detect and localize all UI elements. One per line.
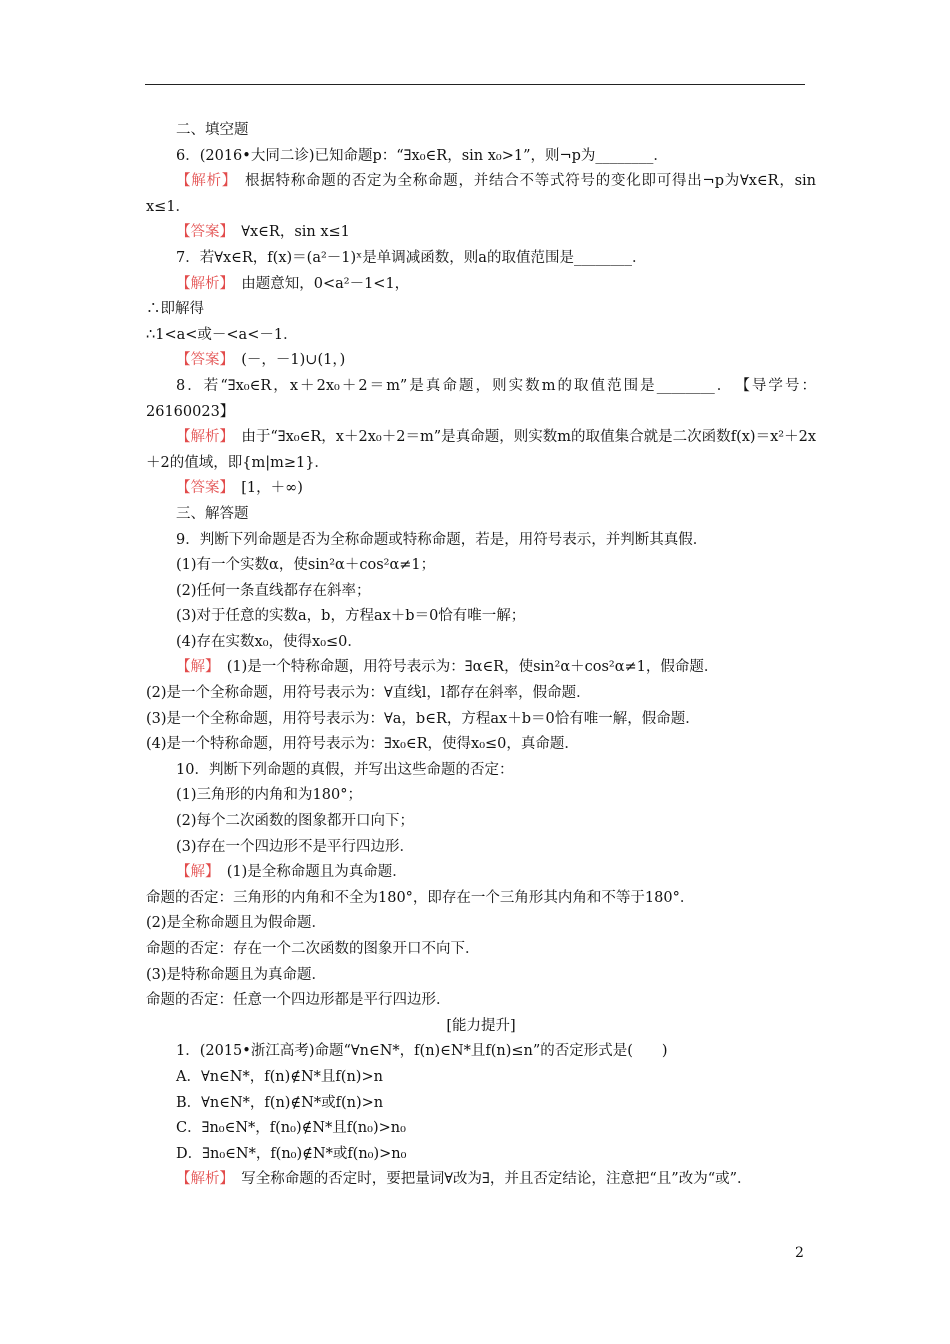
text-line — [146, 835, 816, 861]
text-line — [146, 1014, 816, 1040]
answer-tag: 【解析】 — [176, 429, 227, 446]
line-text: (2)任何一条直线都存在斜率； — [176, 582, 371, 599]
answer-line — [146, 348, 816, 374]
text-line — [146, 937, 816, 963]
answer-tag: 【解析】 — [176, 173, 230, 190]
answer-tag: 【答案】 — [176, 224, 227, 241]
answer-line — [146, 655, 816, 681]
text-line — [146, 297, 816, 323]
line-text: [能力提升] — [446, 1017, 516, 1034]
answer-tag: 【答案】 — [176, 480, 227, 497]
line-text: (2)每个二次函数的图象都开口向下； — [176, 813, 415, 830]
line-text: (2)是一个全称命题，用符号表示为：∀直线l，l都存在斜率，假命题． — [146, 685, 591, 702]
text-line — [146, 1116, 816, 1142]
line-text: C．∃n₀∈N*，f(n₀)∉N*且f(n₀)>n₀ — [176, 1120, 406, 1137]
line-text: (3)是一个全称命题，用符号表示为：∀a，b∈R，方程ax＋b＝0恰有唯一解，假命题． — [146, 710, 700, 727]
line-text: (4)是一个特称命题，用符号表示为：∃x₀∈R，使得x₀≤0，真命题． — [146, 736, 579, 753]
line-text: (3)是特称命题且为真命题． — [146, 966, 327, 983]
answer-tag: 【解析】 — [176, 275, 227, 292]
line-text: (1)三角形的内角和为180°； — [176, 787, 362, 804]
answer-tag: 【答案】 — [176, 352, 227, 369]
line-text: 三、解答题 — [176, 505, 249, 522]
line-text: (4)存在实数x₀，使得x₀≤0． — [176, 633, 362, 650]
text-line — [146, 783, 816, 809]
text-line — [146, 1039, 816, 1065]
line-text: (1)是一个特称命题，用符号表示为：∃α∈R，使sin²α＋cos²α≠1，假命题． — [212, 659, 719, 676]
line-text: 6．(2016•大同二诊)已知命题p：“∃x₀∈R，sin x₀>1”，则¬p为________． — [176, 147, 668, 164]
line-text: D．∃n₀∈N*，f(n₀)∉N*或f(n₀)>n₀ — [176, 1145, 407, 1162]
text-line — [146, 579, 816, 605]
page-number: 2 — [795, 1245, 804, 1261]
text-line — [146, 246, 816, 272]
line-text: (3)对于任意的实数a，b，方程ax＋b＝0恰有唯一解； — [176, 608, 526, 625]
answer-line — [146, 1167, 816, 1193]
line-text: 根据特称命题的否定为全称命题，并结合不等式符号的变化即可得出¬p为∀x∈R，sin x≤1． — [146, 173, 816, 215]
answer-tag: 【解】 — [176, 864, 213, 881]
line-text: 8．若“∃x₀∈R，x＋2x₀＋2＝m”是真命题，则实数m的取值范围是________． 【导学号：26160023】 — [146, 377, 816, 420]
line-text: 1．(2015•浙江高考)命题“∀n∈N*，f(n)∈N*且f(n)≤n”的否定形式是( ) — [176, 1043, 668, 1060]
document-body — [146, 118, 816, 1193]
line-text: ∴1<a<或－<a<－1． — [146, 326, 298, 343]
text-line — [146, 911, 816, 937]
line-text: 由于“∃x₀∈R，x＋2x₀＋2＝m”是真命题，则实数m的取值集合就是二次函数f(x)＝x²＋2x＋2的值域，即{m|m≥1}． — [146, 429, 817, 471]
text-line — [146, 681, 816, 707]
header-rule — [145, 84, 805, 85]
line-text: (1)是全称命题且为真命题． — [212, 864, 407, 881]
text-line — [146, 144, 816, 170]
line-text: 命题的否定：任意一个四边形都是平行四边形． — [146, 992, 451, 1009]
text-line — [146, 963, 816, 989]
answer-tag: 【解】 — [176, 659, 213, 676]
answer-line — [146, 272, 816, 298]
answer-line — [146, 860, 816, 886]
line-text: 二、填空题 — [176, 122, 249, 138]
text-line — [146, 118, 816, 144]
line-text: B．∀n∈N*，f(n)∉N*或f(n)>n — [176, 1094, 384, 1111]
text-line — [146, 528, 816, 554]
text-line — [146, 323, 816, 349]
text-line — [146, 758, 816, 784]
text-line — [146, 553, 816, 579]
line-text: A．∀n∈N*，f(n)∉N*且f(n)>n — [176, 1068, 383, 1085]
answer-line — [146, 220, 816, 246]
answer-line — [146, 169, 816, 220]
text-line — [146, 630, 816, 656]
text-line — [146, 988, 816, 1014]
line-text: 10．判断下列命题的真假，并写出这些命题的否定： — [176, 761, 514, 778]
line-text: 由题意知，0<a²－1<1， — [226, 275, 410, 292]
line-text: (2)是全称命题且为假命题． — [146, 915, 327, 932]
text-line — [146, 1142, 816, 1168]
text-line — [146, 604, 816, 630]
text-line — [146, 732, 816, 758]
text-line — [146, 1091, 816, 1117]
text-line — [146, 707, 816, 733]
answer-tag: 【解析】 — [176, 1171, 227, 1188]
line-text: [1，＋∞) — [226, 480, 303, 497]
text-line — [146, 502, 816, 528]
line-text: 写全称命题的否定时，要把量词∀改为∃，并且否定结论，注意把“且”改为“或”． — [226, 1171, 752, 1188]
line-text: (1)有一个实数α，使sin²α＋cos²α≠1； — [176, 557, 436, 574]
answer-line — [146, 476, 816, 502]
text-line — [146, 809, 816, 835]
answer-line — [146, 425, 816, 476]
line-text: 命题的否定：存在一个二次函数的图象开口不向下． — [146, 941, 480, 957]
line-text: ∴即解得 — [146, 301, 204, 318]
line-text: (－，－1)∪(1，) — [226, 352, 346, 369]
text-line — [146, 1065, 816, 1091]
text-line — [146, 886, 816, 912]
text-line — [146, 374, 816, 425]
line-text: (3)存在一个四边形不是平行四边形． — [176, 838, 415, 855]
line-text: 命题的否定：三角形的内角和不全为180°，即存在一个三角形其内角和不等于180°． — [146, 889, 695, 906]
line-text: 7．若∀x∈R，f(x)＝(a²－1)ˣ是单调减函数，则a的取值范围是________． — [176, 249, 647, 266]
line-text: ∀x∈R，sin x≤1 — [226, 224, 350, 241]
line-text: 9．判断下列命题是否为全称命题或特称命题，若是，用符号表示，并判断其真假． — [176, 531, 708, 548]
